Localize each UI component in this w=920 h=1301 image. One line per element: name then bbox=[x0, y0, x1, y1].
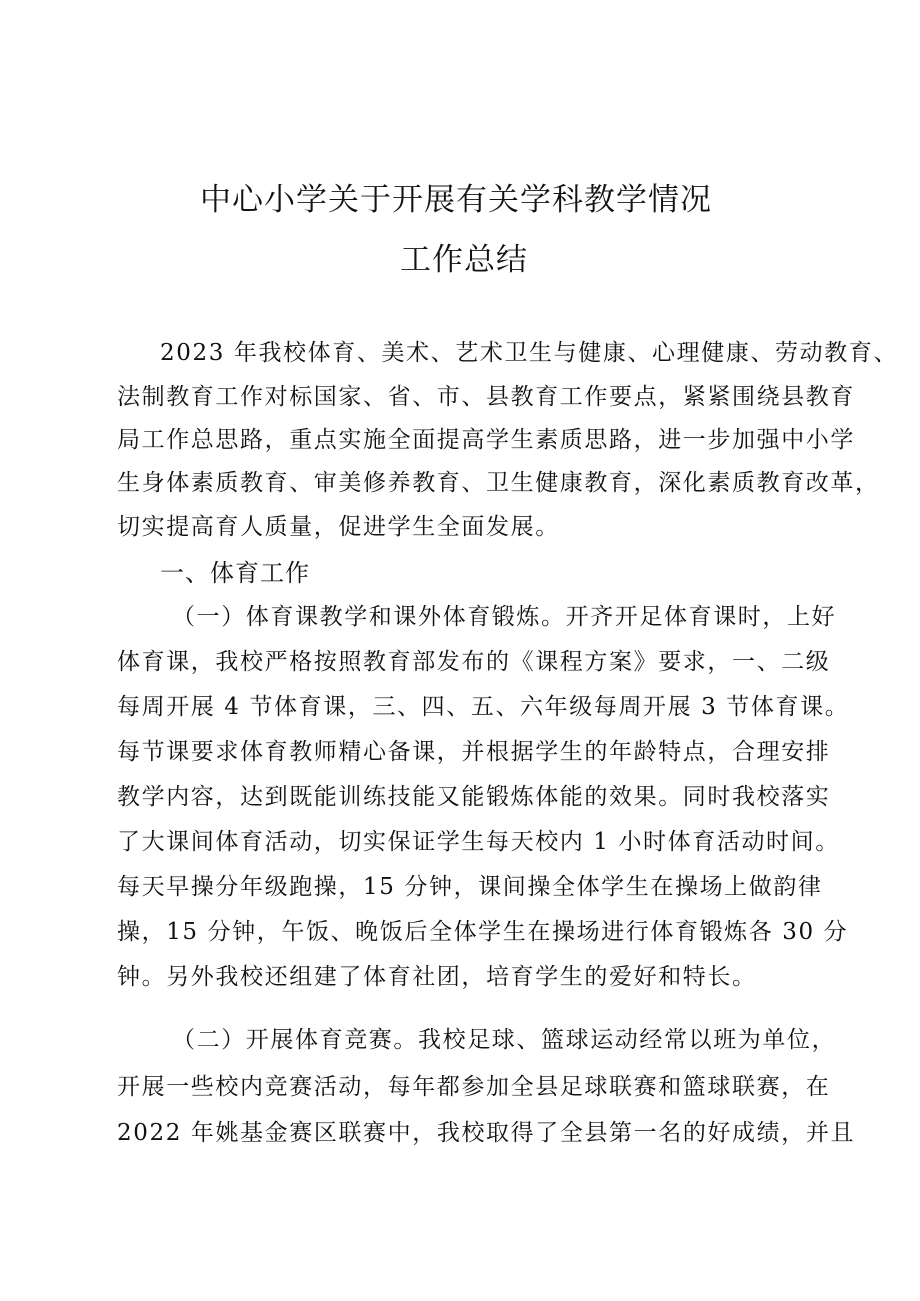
intro-line: 2023 年我校体育、美术、艺术卫生与健康、心理健康、劳动教育、 bbox=[160, 340, 899, 366]
intro-line: 局工作总思路，重点实施全面提高学生素质思路，进一步加强中小学 bbox=[117, 427, 855, 453]
paragraph-line: 开展一些校内竞赛活动，每年都参加全县足球联赛和篮球联赛，在 bbox=[117, 1074, 831, 1100]
paragraph-line: 每天早操分年级跑操，15 分钟，课间操全体学生在操场上做韵律 bbox=[117, 874, 823, 900]
paragraph-line: 教学内容，达到既能训练技能又能锻炼体能的效果。同时我校落实 bbox=[117, 784, 831, 810]
paragraph-line: 每节课要求体育教师精心备课，并根据学生的年龄特点，合理安排 bbox=[117, 739, 831, 765]
intro-line: 切实提高育人质量，促进学生全面发展。 bbox=[117, 514, 560, 540]
intro-line: 生身体素质教育、审美修养教育、卫生健康教育，深化素质教育改革， bbox=[117, 470, 880, 496]
document-title-line-2: 工作总结 bbox=[400, 242, 528, 278]
paragraph-line: 2022 年姚基金赛区联赛中，我校取得了全县第一名的好成绩，并且 bbox=[117, 1120, 856, 1146]
paragraph-line: 体育课，我校严格按照教育部发布的《课程方案》要求，一、二级 bbox=[117, 649, 831, 675]
paragraph-line: 每周开展 4 节体育课，三、四、五、六年级每周开展 3 节体育课。 bbox=[117, 694, 850, 720]
intro-line: 法制教育工作对标国家、省、市、县教育工作要点，紧紧围绕县教育 bbox=[117, 384, 855, 410]
section-heading: 一、体育工作 bbox=[160, 559, 310, 587]
paragraph-line: 了大课间体育活动，切实保证学生每天校内 1 小时体育活动时间。 bbox=[117, 829, 840, 855]
paragraph-line: （一）体育课教学和课外体育锻炼。开齐开足体育课时，上好 bbox=[172, 604, 837, 630]
paragraph-line: 操，15 分钟，午饭、晚饭后全体学生在操场进行体育锻炼各 30 分 bbox=[117, 919, 849, 945]
document-title-line-1: 中心小学关于开展有关学科教学情况 bbox=[200, 182, 712, 218]
paragraph-line: 钟。另外我校还组建了体育社团，培育学生的爱好和特长。 bbox=[117, 964, 757, 990]
paragraph-line: （二）开展体育竞赛。我校足球、篮球运动经常以班为单位， bbox=[172, 1027, 837, 1053]
